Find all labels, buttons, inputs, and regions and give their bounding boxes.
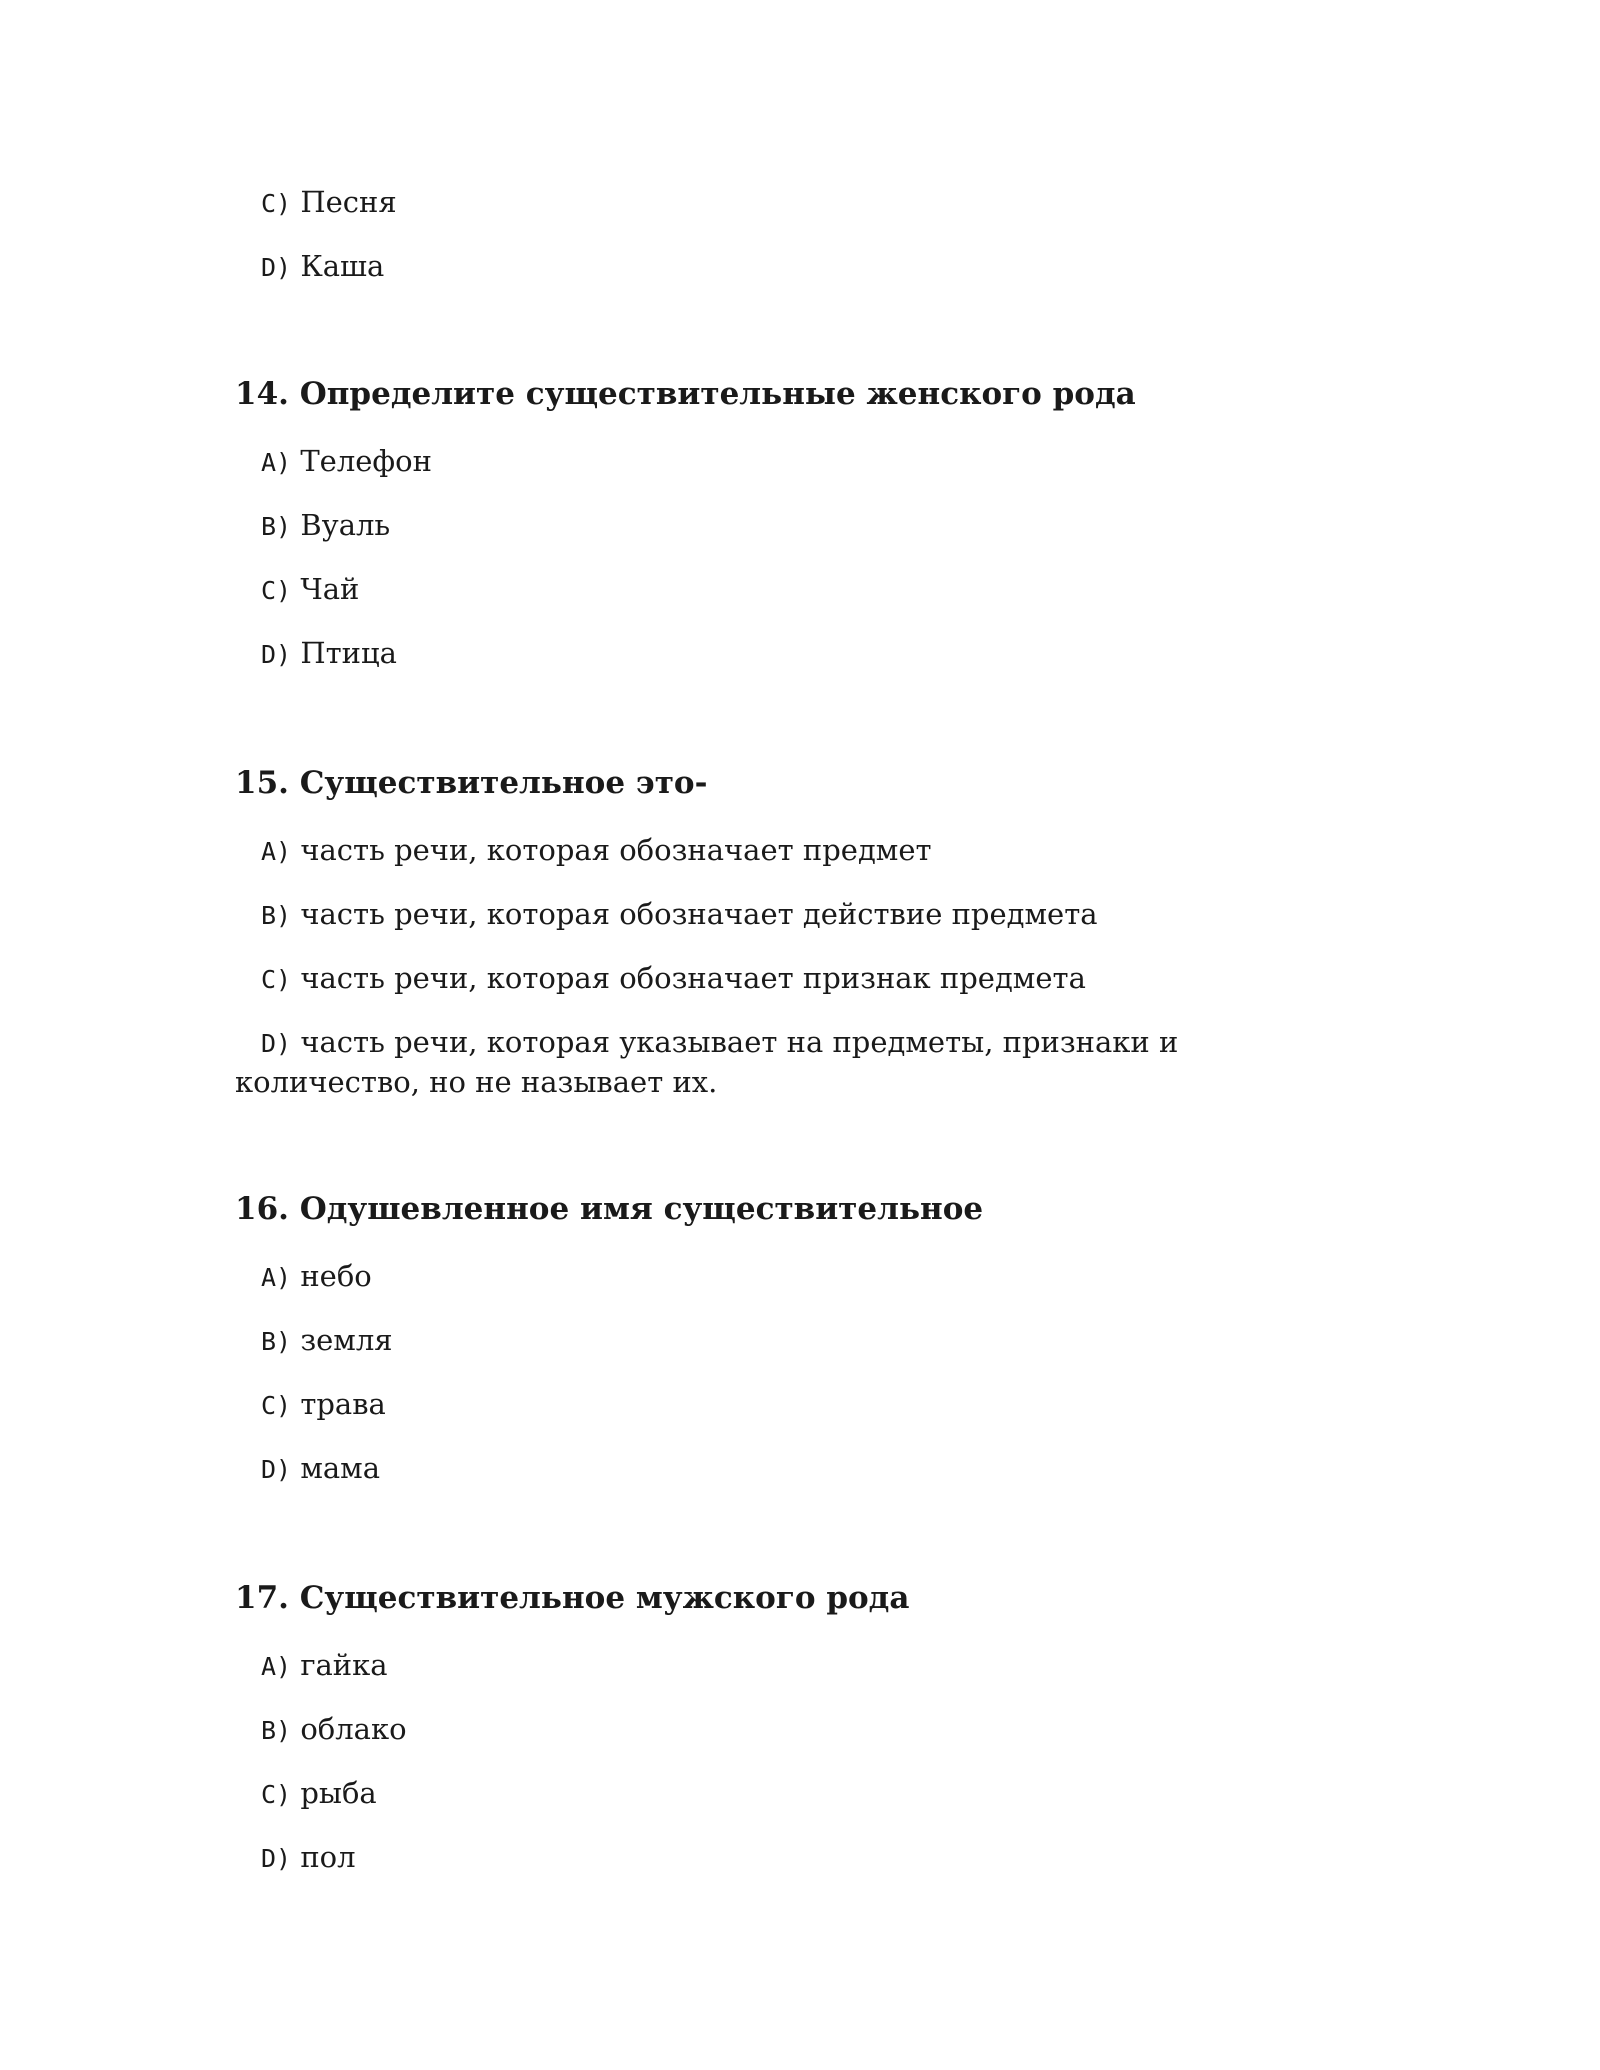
option-letter: D) bbox=[261, 1455, 292, 1484]
option-text: земля bbox=[300, 1323, 393, 1357]
option-a bbox=[235, 1257, 1355, 1297]
option-c bbox=[235, 183, 1355, 223]
option-letter: A) bbox=[261, 448, 292, 477]
option-b bbox=[235, 895, 1355, 935]
question-title: 17. Существительное мужского рода bbox=[235, 1580, 910, 1616]
option-text: часть речи, которая обозначает признак предмета bbox=[300, 961, 1086, 995]
question-title: 15. Существительное это- bbox=[235, 765, 708, 801]
option-text: Телефон bbox=[300, 444, 432, 478]
option-text: Вуаль bbox=[300, 508, 391, 542]
option-a bbox=[235, 442, 1355, 482]
option-text: Песня bbox=[300, 185, 397, 219]
question-title: 16. Одушевленное имя существительное bbox=[235, 1191, 984, 1227]
option-letter: C) bbox=[261, 1391, 292, 1420]
option-text: облако bbox=[300, 1712, 407, 1746]
option-d bbox=[235, 634, 1355, 674]
option-c bbox=[235, 959, 1355, 999]
option-letter: D) bbox=[261, 253, 292, 282]
option-text: Птица bbox=[300, 636, 397, 670]
option-text: трава bbox=[300, 1387, 386, 1421]
option-letter: D) bbox=[261, 640, 292, 669]
option-text: Каша bbox=[300, 249, 385, 283]
option-d bbox=[235, 1449, 1355, 1489]
option-letter: B) bbox=[261, 1716, 292, 1745]
question-title: 14. Определите существительные женского рода bbox=[235, 376, 1136, 412]
option-letter: C) bbox=[261, 576, 292, 605]
option-letter: D) bbox=[261, 1844, 292, 1873]
option-letter: D) bbox=[261, 1029, 292, 1058]
option-text: гайка bbox=[300, 1648, 388, 1682]
option-text: часть речи, которая указывает на предметы, признаки и количество, но не называет их. bbox=[235, 1025, 1179, 1099]
option-text: часть речи, которая обозначает действие предмета bbox=[300, 897, 1098, 931]
option-a bbox=[235, 831, 1355, 871]
option-d bbox=[235, 247, 1355, 287]
option-text: мама bbox=[300, 1451, 381, 1485]
option-letter: B) bbox=[261, 901, 292, 930]
option-text: Чай bbox=[300, 572, 360, 606]
option-text: пол bbox=[300, 1840, 356, 1874]
option-letter: A) bbox=[261, 1652, 292, 1681]
option-letter: C) bbox=[261, 189, 292, 218]
option-d bbox=[235, 1023, 1355, 1101]
option-letter: B) bbox=[261, 512, 292, 541]
option-a bbox=[235, 1646, 1355, 1686]
option-text: часть речи, которая обозначает предмет bbox=[300, 833, 932, 867]
option-letter: C) bbox=[261, 1780, 292, 1809]
option-letter: C) bbox=[261, 965, 292, 994]
option-letter: A) bbox=[261, 837, 292, 866]
option-letter: A) bbox=[261, 1263, 292, 1292]
option-c bbox=[235, 1385, 1355, 1425]
option-letter: B) bbox=[261, 1327, 292, 1356]
option-d bbox=[235, 1838, 1355, 1878]
option-text: небо bbox=[300, 1259, 372, 1293]
option-b bbox=[235, 1710, 1355, 1750]
option-b bbox=[235, 506, 1355, 546]
option-c bbox=[235, 1774, 1355, 1814]
option-text: рыба bbox=[300, 1776, 377, 1810]
option-c bbox=[235, 570, 1355, 610]
option-b bbox=[235, 1321, 1355, 1361]
